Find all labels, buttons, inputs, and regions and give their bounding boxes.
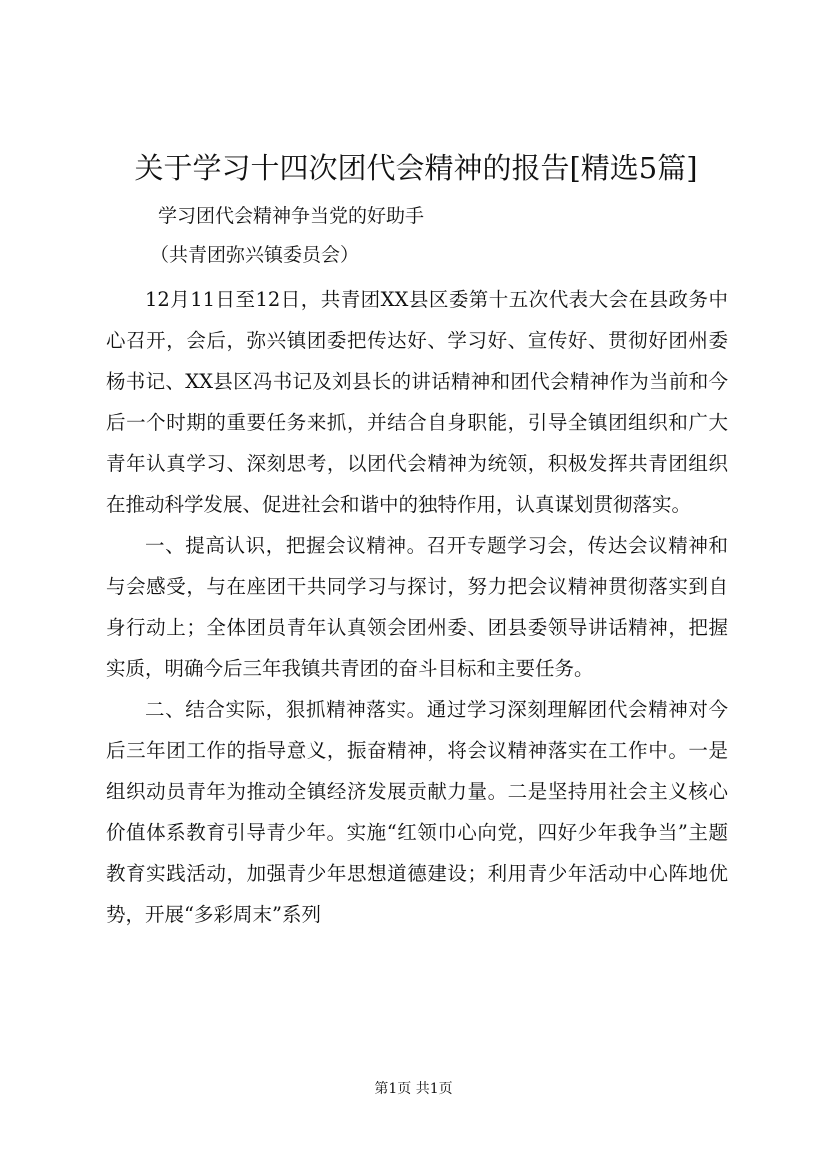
document-title: 关于学习十四次团代会精神的报告[精选5篇] xyxy=(134,151,698,185)
document-body xyxy=(106,279,728,935)
paragraph-section-two: 二、结合实际，狠抓精神落实。通过学习深刻理解团代会精神对今后三年团工作的指导意义，振奋精神，将会议精神落实在工作中。一是组织动员青年为推动全镇经济发展贡献力量。二是坚持用社会主义核心价值体系教育引导青少年。实施“红领巾心向党，四好少年我争当”主题教育实践活动，加强青少年思想道德建设；利用青少年活动中心阵地优势，开展“多彩周末”系列 xyxy=(106,698,728,926)
document-subtitle: 学习团代会精神争当党的好助手 xyxy=(158,205,425,227)
paragraph-intro: 12月11日至12日，共青团XX县区委第十五次代表大会在县政务中心召开，会后，弥兴镇团委把传达好、学习好、宣传好、贯彻好团州委杨书记、XX县区冯书记及刘县长的讲话精神和团代会精神作为当前和今后一个时期的重要任务来抓，并结合自身职能，引导全镇团组织和广大青年认真学习、深刻思考，以团代会精神为统领，积极发挥共青团组织在推动科学发展、促进社会和谐中的独特作用，认真谋划贯彻落实。 xyxy=(106,288,728,516)
paragraph-section-one: 一、提高认识，把握会议精神。召开专题学习会，传达会议精神和与会感受，与在座团干共同学习与探讨，努力把会议精神贯彻落实到自身行动上；全体团员青年认真领会团州委、团县委领导讲话精神，把握实质，明确今后三年我镇共青团的奋斗目标和主要任务。 xyxy=(106,534,728,680)
organization-name: （共青团弥兴镇委员会） xyxy=(150,244,360,266)
page-footer: 第1页 共1页 xyxy=(374,1081,453,1097)
